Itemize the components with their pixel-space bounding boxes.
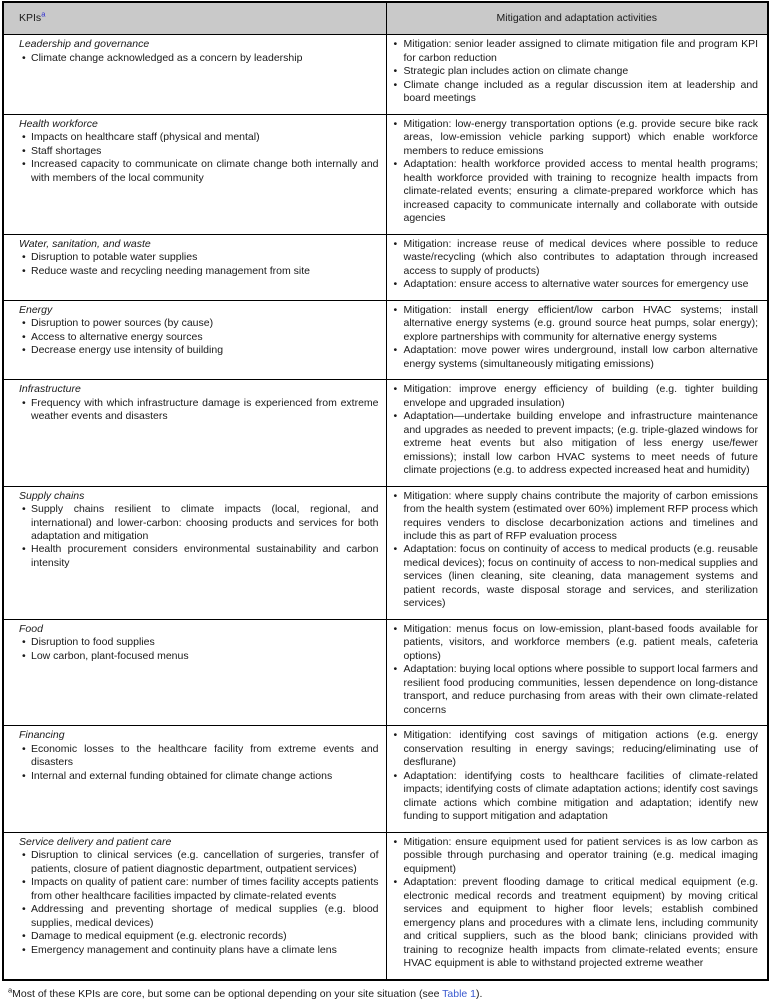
kpi-item: • Staff shortages <box>22 145 379 158</box>
activity-item: • Climate change included as a regular discussion item at leadership and board meetings <box>394 79 759 106</box>
kpi-item: • Decrease energy use intensity of building <box>22 344 379 357</box>
kpi-category: Health workforce <box>19 117 98 130</box>
activities-list <box>394 304 759 371</box>
kpi-list <box>22 849 379 957</box>
activities-list <box>394 38 759 105</box>
activities-cell <box>386 380 768 486</box>
activity-item: • Adaptation: ensure access to alternative water sources for emergency use <box>394 278 759 291</box>
activities-cell <box>386 832 768 979</box>
footnote-marker: a <box>8 985 13 995</box>
activities-list <box>394 383 759 477</box>
kpi-cell <box>3 114 386 234</box>
kpi-item: • Addressing and preventing shortage of medical supplies (e.g. blood supplies, medical devices) <box>22 903 379 930</box>
activity-item: • Mitigation: install energy efficient/low carbon HVAC systems; install alternative energy systems (e.g. ground source heat pumps, solar energy); explore partnerships with community for alternative energy systems <box>394 304 759 344</box>
kpi-cell <box>3 486 386 619</box>
kpi-item: • Internal and external funding obtained for climate change actions <box>22 770 379 783</box>
kpi-item: • Damage to medical equipment (e.g. electronic records) <box>22 930 379 943</box>
kpi-cell <box>3 832 386 979</box>
kpi-category: Supply chains <box>19 489 85 502</box>
footnote-text: Most of these KPIs are core, but some can be optional depending on your site situation (see <box>12 987 443 1000</box>
kpi-list <box>22 743 379 783</box>
activities-header-cell: Mitigation and adaptation activities <box>386 2 768 35</box>
activities-cell <box>386 486 768 619</box>
kpi-item: • Emergency management and continuity plans have a climate lens <box>22 944 379 957</box>
activity-item: • Adaptation: health workforce provided access to mental health programs; health workforce provided with training to recognize health impacts from climate-related events; ensuring a climate-prepared workforce which has increased capacity to communicate internally and collaborate with outside agencies <box>394 158 759 225</box>
kpi-list <box>22 503 379 570</box>
activity-item: • Mitigation: improve energy efficiency of building (e.g. tighter building envelope and upgraded insulation) <box>394 383 759 410</box>
activity-item: • Adaptation: focus on continuity of access to medical products (e.g. reusable medical devices); focus on continuity of access to non-medical supplies and services (linen cleaning, site cleaning, data management systems and patient records, waste disposal storage and services, and sterilization services) <box>394 543 759 610</box>
activity-item: • Adaptation: identifying costs to healthcare facilities of climate-related impacts; identifying costs of climate adaptation actions; identify cost savings climate actions which combine mitigation and adaptation; identify new funding to support mitigation and adaptation <box>394 770 759 824</box>
activities-cell <box>386 114 768 234</box>
activity-item: • Mitigation: identifying cost savings of mitigation actions (e.g. energy conservation resulting in energy savings; reducing/eliminating use of desflurane) <box>394 729 759 769</box>
kpis-footnote-marker-link[interactable]: a <box>41 9 46 19</box>
kpi-item: • Supply chains resilient to climate impacts (local, regional, and international) and lower-carbon: choosing products and services for both adaptation and mitigation <box>22 503 379 543</box>
kpi-item: • Disruption to potable water supplies <box>22 251 379 264</box>
kpi-category: Water, sanitation, and waste <box>19 237 151 250</box>
table-row <box>3 114 768 234</box>
activities-list <box>394 118 759 226</box>
activities-list <box>394 729 759 823</box>
activity-item: • Strategic plan includes action on climate change <box>394 65 759 78</box>
activity-item: • Mitigation: ensure equipment used for patient services is as low carbon as possible through purchasing and operator training (e.g. medical imaging equipment) <box>394 836 759 876</box>
table-row <box>3 234 768 300</box>
kpi-list <box>22 397 379 424</box>
table-row <box>3 726 768 832</box>
kpi-cell <box>3 619 386 725</box>
table-row <box>3 486 768 619</box>
activity-item: • Adaptation: move power wires underground, install low carbon alternative energy systems (simultaneously mitigating emissions) <box>394 344 759 371</box>
table-row <box>3 35 768 114</box>
activity-item: • Mitigation: where supply chains contribute the majority of carbon emissions from the health system (estimated over 60%) implement RFP process which requires venders to disclose decarbonization actions and timelines and include this as part of RFP evaluation process <box>394 490 759 544</box>
kpi-item: • Impacts on quality of patient care: number of times facility accepts patients from other healthcare facilities impacted by climate-related events <box>22 876 379 903</box>
table-header-row <box>3 2 768 35</box>
kpi-category: Service delivery and patient care <box>19 835 172 848</box>
kpi-list <box>22 636 379 663</box>
activities-cell <box>386 619 768 725</box>
activities-list <box>394 623 759 717</box>
activities-cell <box>386 35 768 114</box>
kpi-category: Leadership and governance <box>19 38 150 51</box>
kpi-category: Financing <box>19 729 65 742</box>
activities-cell <box>386 726 768 832</box>
kpi-cell <box>3 300 386 379</box>
kpi-category: Energy <box>19 303 53 316</box>
activities-list <box>394 238 759 292</box>
activities-list <box>394 490 759 611</box>
kpi-category: Infrastructure <box>19 383 81 396</box>
activities-list <box>394 836 759 971</box>
kpi-list <box>22 52 379 65</box>
kpi-cell <box>3 234 386 300</box>
kpi-cell <box>3 380 386 486</box>
kpi-item: • Disruption to food supplies <box>22 636 379 649</box>
kpi-list <box>22 317 379 357</box>
kpi-cell <box>3 726 386 832</box>
kpi-item: • Frequency with which infrastructure damage is experienced from extreme weather events and disasters <box>22 397 379 424</box>
kpis-header-cell <box>3 2 386 35</box>
kpi-category: Food <box>19 622 43 635</box>
table-row <box>3 619 768 725</box>
kpi-item: • Climate change acknowledged as a concern by leadership <box>22 52 379 65</box>
kpi-cell <box>3 35 386 114</box>
activity-item: • Mitigation: menus focus on low-emission, plant-based foods available for patients, visitors, and workforce members (e.g. patient meals, cafeteria options) <box>394 623 759 663</box>
kpis-header-label: KPIs <box>19 12 42 24</box>
footnote-text-end: ). <box>476 987 483 1000</box>
table-1-link[interactable]: Table 1 <box>442 987 477 1000</box>
table-body <box>3 35 768 980</box>
table-row <box>3 380 768 486</box>
table-row <box>3 832 768 979</box>
kpi-item: • Reduce waste and recycling needing management from site <box>22 265 379 278</box>
kpi-item: • Impacts on healthcare staff (physical and mental) <box>22 131 379 144</box>
footnote <box>2 981 769 1000</box>
kpi-item: • Increased capacity to communicate on climate change both internally and with members of the local community <box>22 158 379 185</box>
activity-item: • Adaptation—undertake building envelope and infrastructure maintenance and upgrades as needed to prevent impacts; (e.g. triple-glazed windows for extreme heat events but also mitigation of less energy use/fewer emissions); install low carbon HVAC systems to meet needs of future climate projections (e.g. to address expected increased heat and humidity) <box>394 410 759 477</box>
kpi-item: • Disruption to clinical services (e.g. cancellation of surgeries, transfer of patients, closure of patient diagnostic department, outpatient services) <box>22 849 379 876</box>
activity-item: • Mitigation: low-energy transportation options (e.g. provide secure bike rack areas, low-emission vehicle parking support) which enable workforce members to reduce emissions <box>394 118 759 158</box>
kpi-item: • Disruption to power sources (by cause) <box>22 317 379 330</box>
activity-item: • Mitigation: senior leader assigned to climate mitigation file and program KPI for carbon reduction <box>394 38 759 65</box>
kpi-table <box>2 1 769 981</box>
kpi-list <box>22 251 379 278</box>
kpi-list <box>22 131 379 185</box>
kpi-item: • Health procurement considers environmental sustainability and carbon intensity <box>22 543 379 570</box>
kpi-item: • Economic losses to the healthcare facility from extreme events and disasters <box>22 743 379 770</box>
table-row <box>3 300 768 379</box>
activities-cell <box>386 300 768 379</box>
activity-item: • Adaptation: buying local options where possible to support local farmers and resilient food producing communities, lessen dependence on long-distance transport, and reduce purchasing from areas with their own climate-related concerns <box>394 663 759 717</box>
kpi-item: • Access to alternative energy sources <box>22 331 379 344</box>
kpi-item: • Low carbon, plant-focused menus <box>22 650 379 663</box>
activities-cell <box>386 234 768 300</box>
activity-item: • Adaptation: prevent flooding damage to critical medical equipment (e.g. electronic medical records and treatment equipment) by moving critical services and equipment to higher floor levels; establish combined emergency plans and procedures with a climate lens, including community and critical suppliers, such as the blood bank; clinicians provided with training to recognize health impacts from climate-related events; ensure HVAC equipment is able to withstand projected extreme weather <box>394 876 759 970</box>
activity-item: • Mitigation: increase reuse of medical devices where possible to reduce waste/recycling (which also contributes to adaptation through increased access to supply of products) <box>394 238 759 278</box>
